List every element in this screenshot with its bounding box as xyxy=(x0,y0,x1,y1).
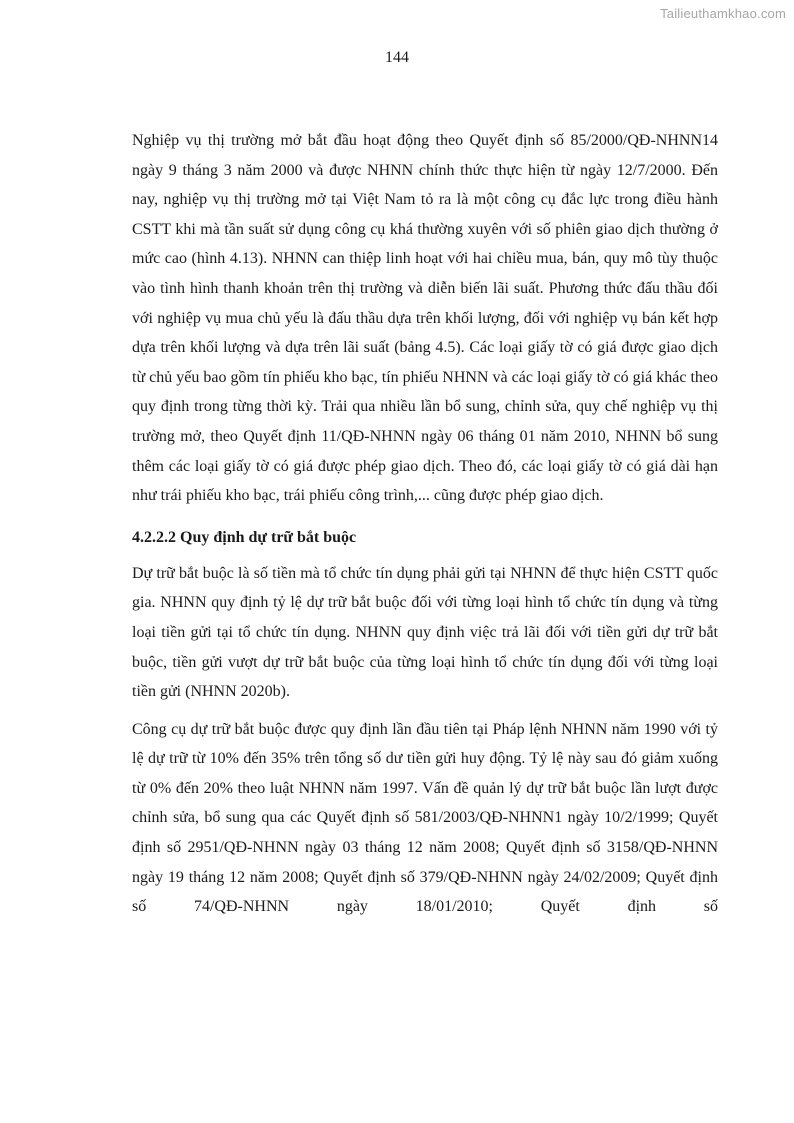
watermark: Tailieuthamkhao.com xyxy=(660,6,786,21)
paragraph-reserve-definition: Dự trữ bắt buộc là số tiền mà tổ chức tín dụng phải gửi tại NHNN để thực hiện CSTT quốc gia. NHNN quy định tỷ lệ dự trữ bắt buộc đối với từng loại hình tổ chức tín dụng và từng loại tiền gửi tại tổ chức tín dụng. NHNN quy định việc trả lãi đối với tiền gửi dự trữ bắt buộc, tiền gửi vượt dự trữ bắt buộc của từng loại hình tổ chức tín dụng đối với từng loại tiền gửi (NHNN 2020b). xyxy=(132,564,718,701)
paragraph-gap xyxy=(132,707,718,715)
paragraph-reserve-history: Công cụ dự trữ bắt buộc được quy định lần đầu tiên tại Pháp lệnh NHNN năm 1990 với tỷ lệ dự trữ từ 10% đến 35% trên tổng số dư tiền gửi huy động. Tỷ lệ này sau đó giảm xuống từ 0% đến 20% theo luật NHNN năm 1997. Vấn đề quản lý dự trữ bắt buộc lần lượt được chỉnh sửa, bổ sung qua các Quyết định số 581/2003/QĐ-NHNN1 ngày 10/2/1999; Quyết định số 2951/QĐ-NHNN ngày 03 tháng 12 năm 2008; Quyết định số 3158/QĐ-NHNN ngày 19 tháng 12 năm 2008; Quyết định số 379/QĐ-NHNN ngày 24/02/2009; Quyết định số 74/QĐ-NHNN ngày 18/01/2010; Quyết định số xyxy=(132,720,718,916)
page-number: 144 xyxy=(385,49,409,66)
section-heading: 4.2.2.2 Quy định dự trữ bắt buộc xyxy=(132,528,357,546)
paragraph-open-market: Nghiệp vụ thị trường mở bắt đầu hoạt động theo Quyết định số 85/2000/QĐ-NHNN14 ngày 9 tháng 3 năm 2000 và được NHNN chính thức thực hiện từ ngày 12/7/2000. Đến nay, nghiệp vụ thị trường mở tại Việt Nam tỏ ra là một công cụ đắc lực trong điều hành CSTT khi mà tần suất sử dụng công cụ khá thường xuyên với số phiên giao dịch thường ở mức cao (hình 4.13). NHNN can thiệp linh hoạt với hai chiều mua, bán, quy mô tùy thuộc vào tình hình thanh khoản trên thị trường và diễn biến lãi suất. Phương thức đấu thầu đối với nghiệp vụ mua chủ yếu là đấu thầu dựa trên khối lượng, đối với nghiệp vụ bán kết hợp dựa trên khối lượng và dựa trên lãi suất (bảng 4.5). Các loại giấy tờ có giá được giao dịch từ chủ yếu bao gồm tín phiếu kho bạc, tín phiếu NHNN và các loại giấy tờ có giá khác theo quy định trong từng thời kỳ. Trải qua nhiều lần bổ sung, chỉnh sửa, quy chế nghiệp vụ thị trường mở, theo Quyết định 11/QĐ-NHNN ngày 06 tháng 01 năm 2010, NHNN bổ sung thêm các loại giấy tờ có giá được phép giao dịch. Theo đó, các loại giấy tờ có giá dài hạn như trái phiếu kho bạc, trái phiếu công trình,... cũng được phép giao dịch. xyxy=(132,132,718,505)
page-body xyxy=(132,126,718,922)
